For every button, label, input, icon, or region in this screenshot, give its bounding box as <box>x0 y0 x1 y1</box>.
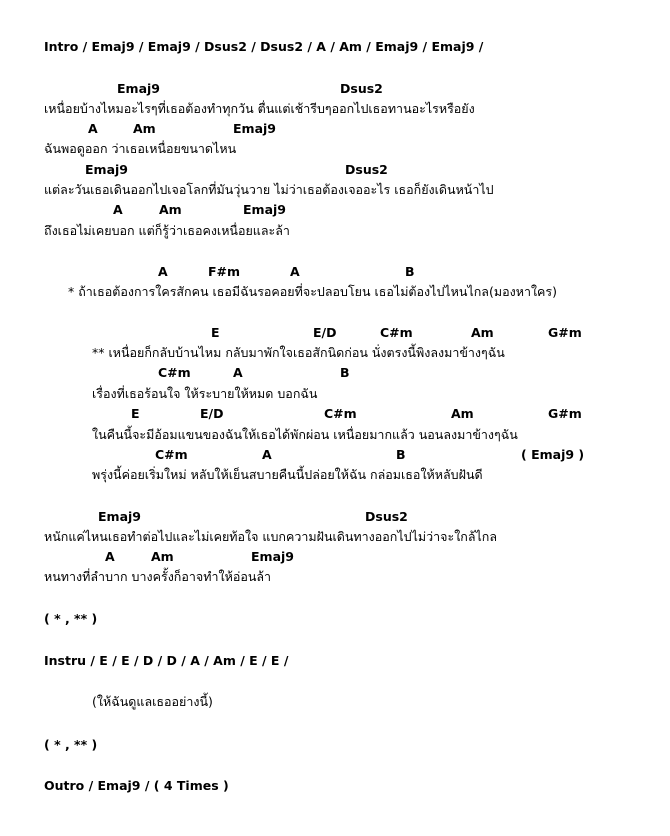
chord: G#m <box>548 406 582 421</box>
chord: Emaj9 <box>98 509 141 524</box>
chord: C#m <box>155 447 188 462</box>
note-line: (ให้ฉันดูแลเธออย่างนี้) <box>92 694 213 709</box>
lyric-line: * ถ้าเธอต้องการใครสักคน เธอมีฉันรอคอยที่จะปลอบโยน เธอไม่ต้องไปไหนไกล(มองหาใคร) <box>68 284 558 299</box>
outro-line: Outro / Emaj9 / ( 4 Times ) <box>44 778 229 793</box>
chord: A <box>158 264 168 279</box>
chord: E <box>211 325 220 340</box>
chord: Emaj9 <box>243 202 286 217</box>
lyric-line: เรื่องที่เธอร้อนใจ ให้ระบายให้หมด บอกฉัน <box>92 386 318 401</box>
lyric-line: พรุ่งนี้ค่อยเริ่มใหม่ หลับให้เย็นสบายคืนนี้ปล่อยให้ฉัน กล่อมเธอให้หลับฝันดี <box>92 467 483 482</box>
chord: B <box>405 264 415 279</box>
lyric-line: ในคืนนี้จะมีอ้อมแขนของฉันให้เธอได้พักผ่อน เหนื่อยมากแล้ว นอนลงมาข้างๆฉัน <box>92 427 518 442</box>
chord: B <box>396 447 406 462</box>
chord: A <box>290 264 300 279</box>
chord: Emaj9 <box>85 162 128 177</box>
intro-line: Intro / Emaj9 / Emaj9 / Dsus2 / Dsus2 / A / Am / Emaj9 / Emaj9 / <box>44 39 484 54</box>
lyric-line: หนทางที่ลำบาก บางครั้งก็อาจทำให้อ่อนล้า <box>44 569 272 584</box>
chord: Dsus2 <box>365 509 408 524</box>
chord: Am <box>159 202 182 217</box>
lyric-line: ฉันพอดูออก ว่าเธอเหนื่อยขนาดไหน <box>44 141 237 156</box>
chord: Dsus2 <box>340 81 383 96</box>
chord: Emaj9 <box>117 81 160 96</box>
chord: Am <box>133 121 156 136</box>
chord: Am <box>471 325 494 340</box>
chord: A <box>233 365 243 380</box>
chord: E <box>131 406 140 421</box>
chord: E/D <box>313 325 337 340</box>
instrumental-line: Instru / E / E / D / D / A / Am / E / E / <box>44 653 289 668</box>
chord: Am <box>151 549 174 564</box>
repeat-marker: ( * , ** ) <box>44 611 98 626</box>
chord: A <box>262 447 272 462</box>
chord: C#m <box>158 365 191 380</box>
chord: F#m <box>208 264 241 279</box>
lyric-line: ถึงเธอไม่เคยบอก แต่ก็รู้ว่าเธอคงเหนื่อยและล้า <box>44 223 290 238</box>
chord: B <box>340 365 350 380</box>
chord: Emaj9 <box>233 121 276 136</box>
chord: ( Emaj9 ) <box>521 447 585 462</box>
lyric-line: ** เหนื่อยก็กลับบ้านไหม กลับมาพักใจเธอสักนิดก่อน นั่งตรงนี้พิงลงมาข้างๆฉัน <box>92 345 505 360</box>
lyric-line: เหนื่อยบ้างไหมอะไรๆที่เธอต้องทำทุกวัน ตื่นแต่เช้ารีบๆออกไปเธอทานอะไรหรือยัง <box>44 101 475 116</box>
chord: Emaj9 <box>251 549 294 564</box>
lyric-line: แต่ละวันเธอเดินออกไปเจอโลกที่มันวุ่นวาย ไม่ว่าเธอต้องเจออะไร เธอก็ยังเดินหน้าไป <box>44 182 494 197</box>
lyric-line: หนักแค่ไหนเธอทำต่อไปและไม่เคยท้อใจ แบกความฝันเดินทางออกไปไม่ว่าจะใกล้ไกล <box>44 529 498 544</box>
chord: C#m <box>380 325 413 340</box>
chord: Am <box>451 406 474 421</box>
chord: C#m <box>324 406 357 421</box>
chord: A <box>113 202 123 217</box>
chord: G#m <box>548 325 582 340</box>
chord: A <box>88 121 98 136</box>
repeat-marker: ( * , ** ) <box>44 737 98 752</box>
chord: Dsus2 <box>345 162 388 177</box>
chord: A <box>105 549 115 564</box>
chord: E/D <box>200 406 224 421</box>
